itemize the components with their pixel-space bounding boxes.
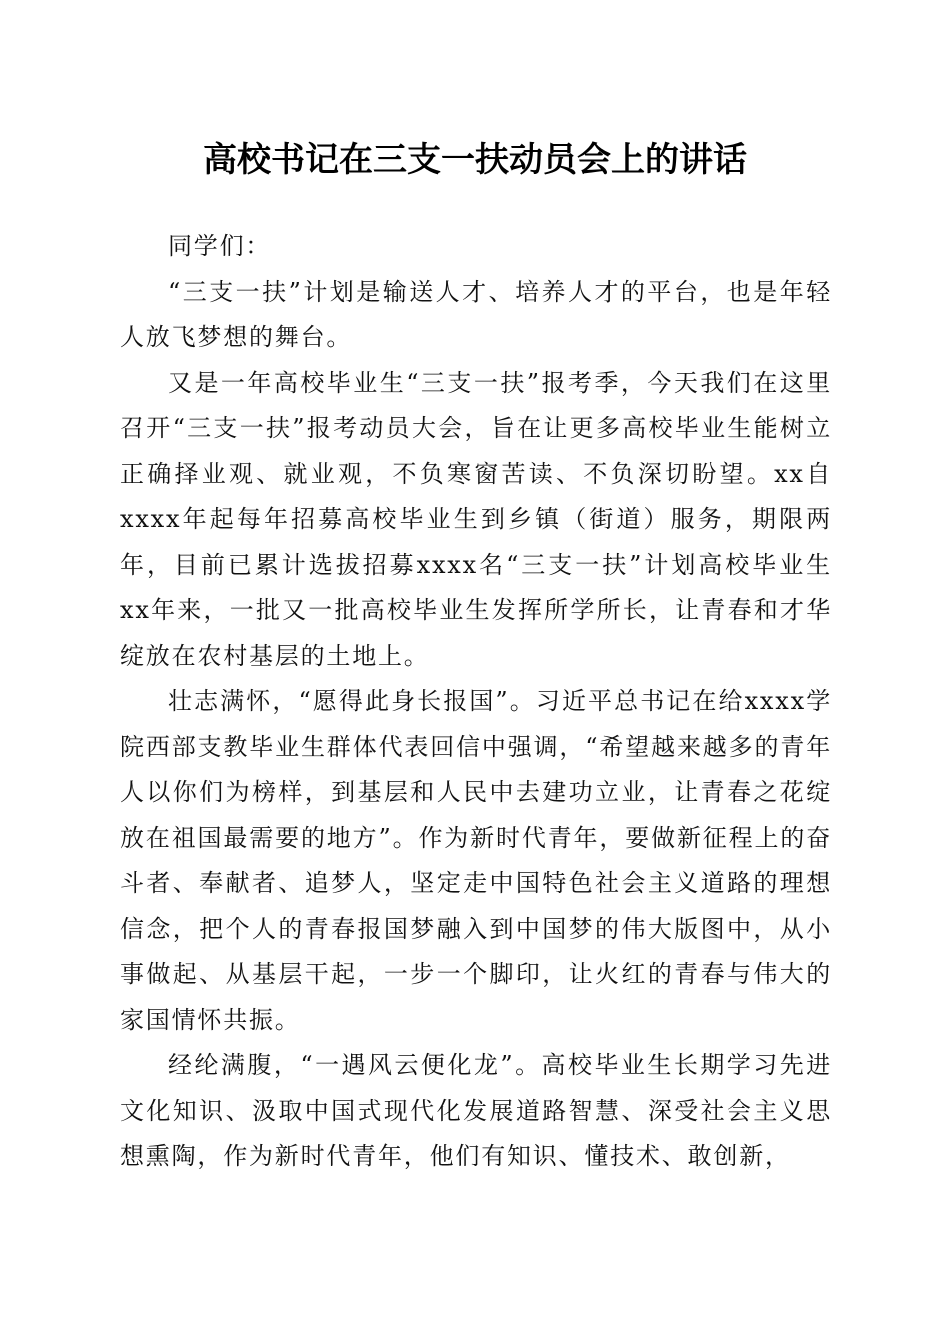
- paragraph-2: 又是一年高校毕业生“三支一扶”报考季，今天我们在这里召开“三支一扶”报考动员大会，旨在让更多高校毕业生能树立正确择业观、就业观，不负寒窗苦读、不负深切盼望。xx自xxxx年起每年招募高校毕业生到乡镇（街道）服务，期限两年，目前已累计选拔招募xxxx名“三支一扶”计划高校毕业生xx年来，一批又一批高校毕业生发挥所学所长，让青春和才华绽放在农村基层的土地上。: [120, 368, 832, 670]
- document-title: 高校书记在三支一扶动员会上的讲话: [203, 140, 747, 180]
- paragraph-3: 壮志满怀，“愿得此身长报国”。习近平总书记在给xxxx学院西部支教毕业生群体代表回信中强调，“希望越来越多的青年人以你们为榜样，到基层和人民中去建功立业，让青春之花绽放在祖国最需要的地方”。作为新时代青年，要做新征程上的奋斗者、奉献者、追梦人，坚定走中国特色社会主义道路的理想信念，把个人的青春报国梦融入到中国梦的伟大版图中，从小事做起、从基层干起，一步一个脚印，让火红的青春与伟大的家国情怀共振。: [120, 687, 832, 1034]
- paragraph-1: “三支一扶”计划是输送人才、培养人才的平台，也是年轻人放飞梦想的舞台。: [120, 277, 832, 351]
- paragraph-4: 经纶满腹，“一遇风云便化龙”。高校毕业生长期学习先进文化知识、汲取中国式现代化发展道路智慧、深受社会主义思想熏陶，作为新时代青年，他们有知识、懂技术、敢创新，: [120, 1051, 832, 1170]
- document-body: [120, 224, 832, 1180]
- salutation: 同学们：: [168, 232, 272, 260]
